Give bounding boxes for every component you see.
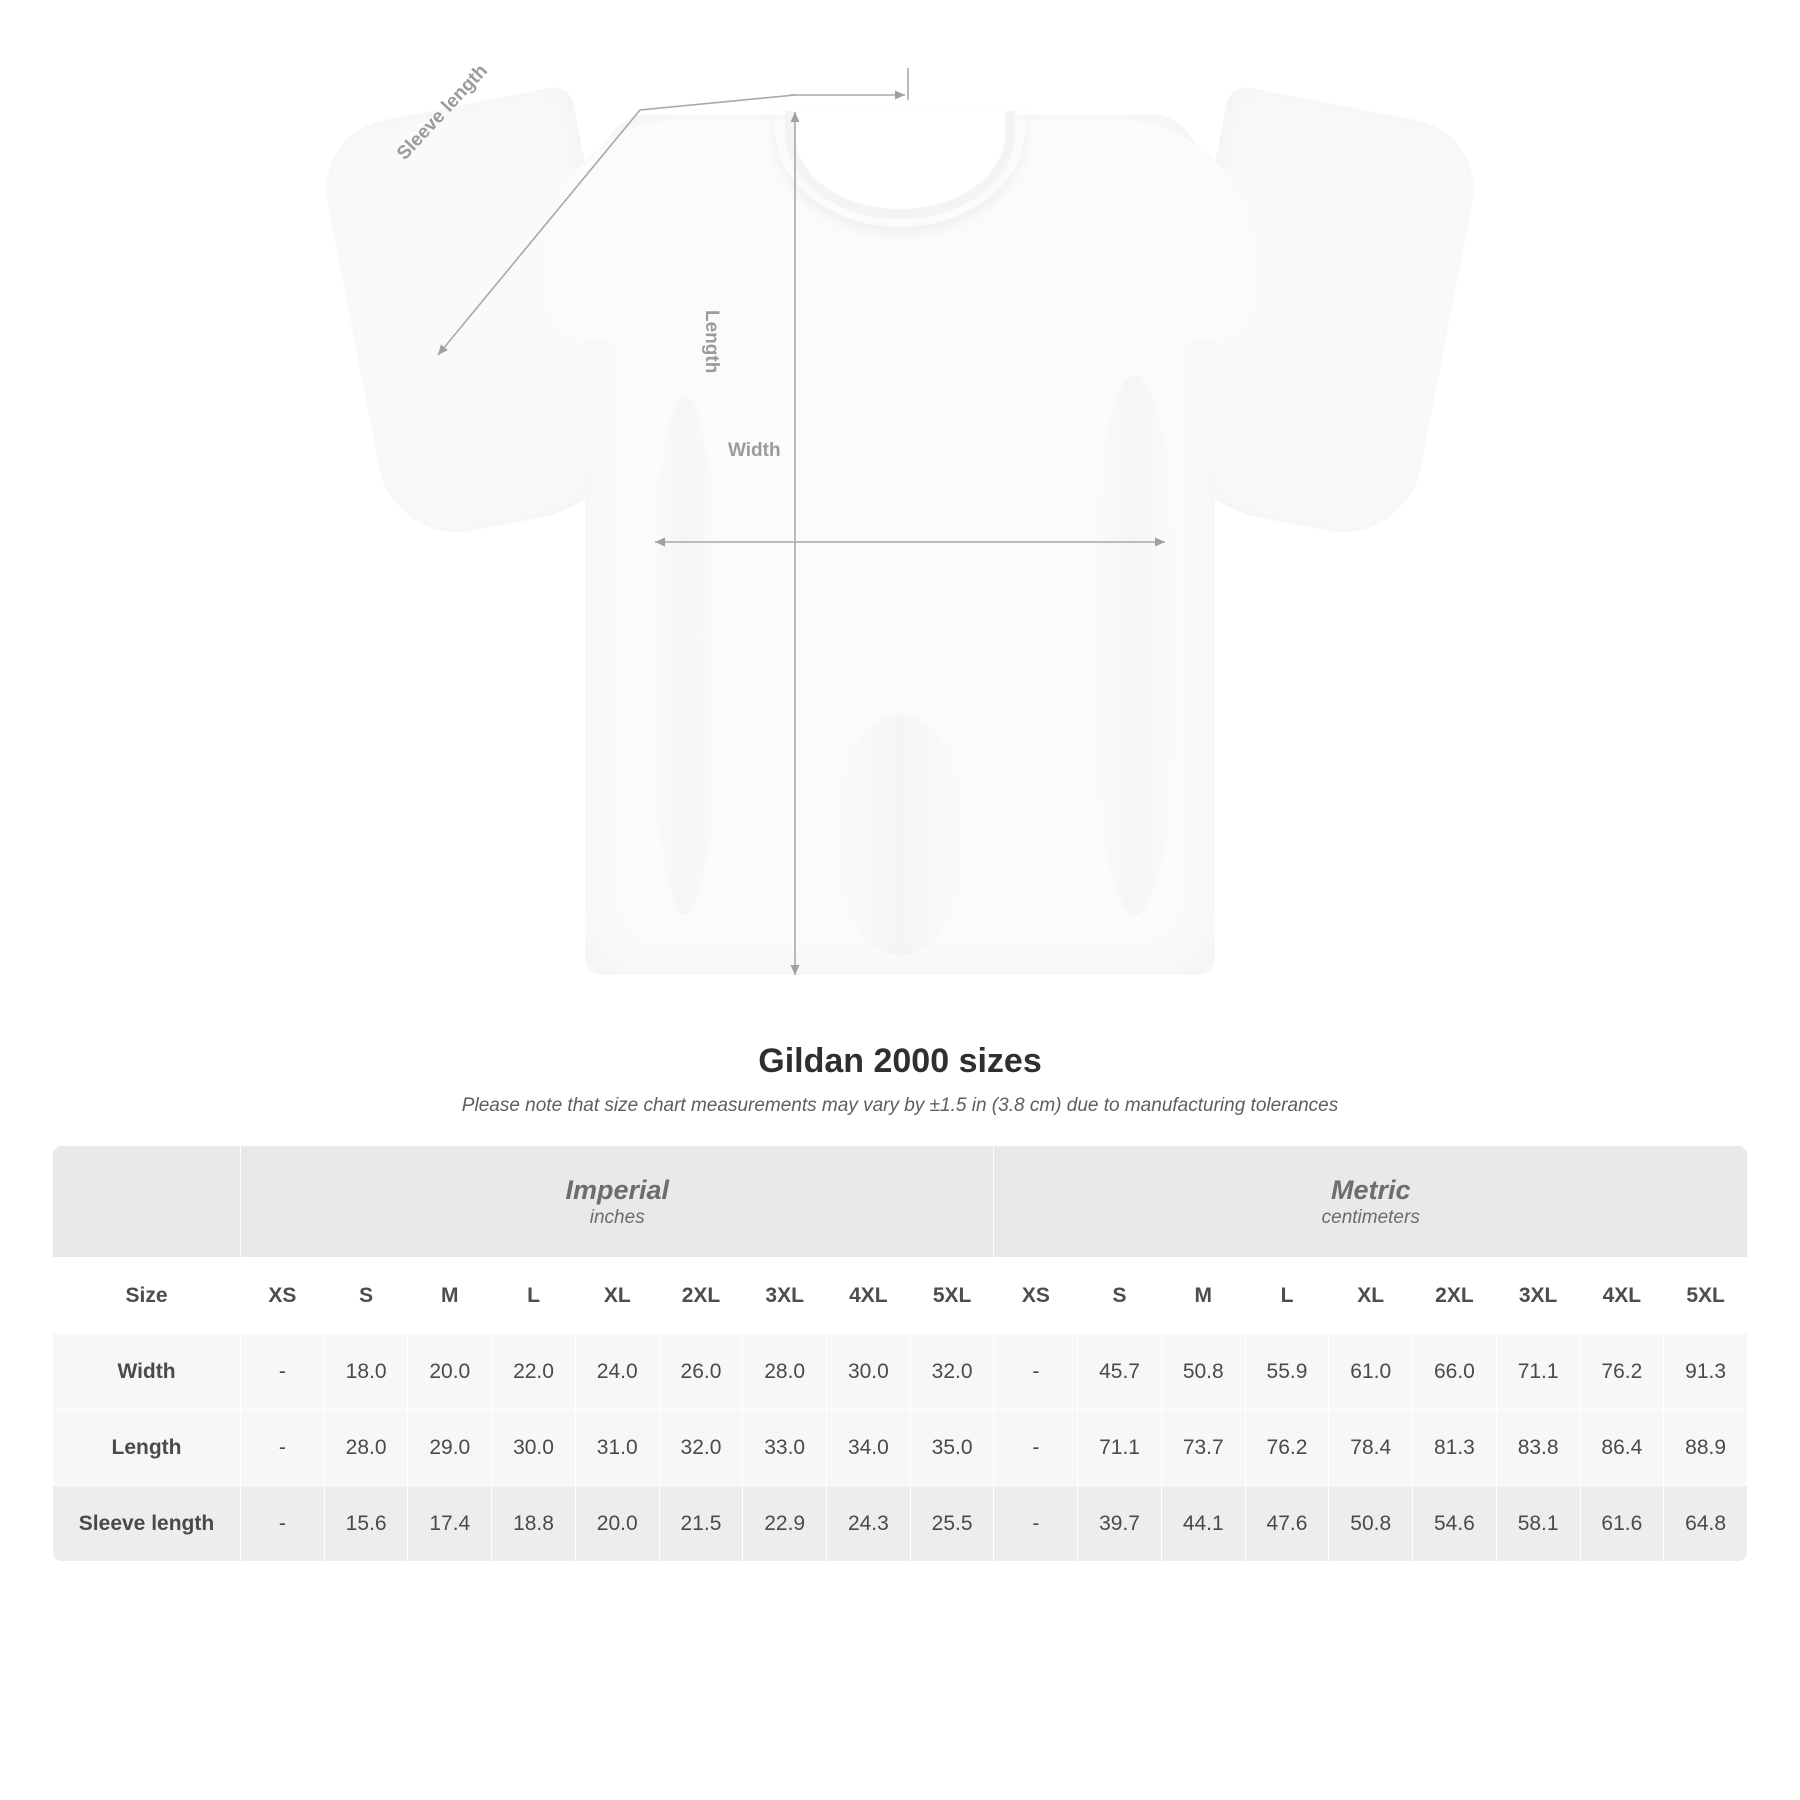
- width-label: Width: [728, 440, 781, 461]
- table-cell: 32.0: [659, 1410, 743, 1486]
- size-header-label: Size: [53, 1258, 241, 1334]
- size-column-header: S: [1078, 1258, 1162, 1334]
- table-row: [53, 1486, 1748, 1562]
- table-cell: 24.0: [575, 1334, 659, 1410]
- tshirt-fold: [830, 715, 970, 955]
- table-cell: -: [241, 1334, 325, 1410]
- size-column-header: 4XL: [1580, 1258, 1664, 1334]
- row-label: Sleeve length: [53, 1486, 241, 1562]
- table-cell: -: [241, 1410, 325, 1486]
- table-cell: 33.0: [743, 1410, 827, 1486]
- page-title: Gildan 2000 sizes: [758, 1042, 1042, 1080]
- size-column-header: XS: [241, 1258, 325, 1334]
- table-cell: 76.2: [1245, 1410, 1329, 1486]
- table-cell: 30.0: [827, 1334, 911, 1410]
- table-cell: 61.6: [1580, 1486, 1664, 1562]
- table-cell: 88.9: [1664, 1410, 1748, 1486]
- size-column-header: XL: [575, 1258, 659, 1334]
- table-cell: 22.0: [492, 1334, 576, 1410]
- table-row: [53, 1334, 1748, 1410]
- table-cell: 18.8: [492, 1486, 576, 1562]
- table-cell: 81.3: [1413, 1410, 1497, 1486]
- unit-group-row: [53, 1146, 1748, 1258]
- table-cell: 18.0: [324, 1334, 408, 1410]
- table-cell: -: [241, 1486, 325, 1562]
- table-cell: 29.0: [408, 1410, 492, 1486]
- unit-group-imperial: [241, 1146, 994, 1258]
- table-cell: 28.0: [324, 1410, 408, 1486]
- size-column-header: 4XL: [827, 1258, 911, 1334]
- table-cell: 71.1: [1078, 1410, 1162, 1486]
- size-header-row: [53, 1258, 1748, 1334]
- table-cell: 71.1: [1496, 1334, 1580, 1410]
- table-cell: 76.2: [1580, 1334, 1664, 1410]
- size-chart-header: [0, 1042, 1800, 1117]
- table-cell: 86.4: [1580, 1410, 1664, 1486]
- table-cell: 83.8: [1496, 1410, 1580, 1486]
- table-cell: 45.7: [1078, 1334, 1162, 1410]
- table-cell: 50.8: [1161, 1334, 1245, 1410]
- table-cell: 35.0: [910, 1410, 994, 1486]
- table-cell: 58.1: [1496, 1486, 1580, 1562]
- table-cell: -: [994, 1334, 1078, 1410]
- table-cell: -: [994, 1486, 1078, 1562]
- row-label: Length: [53, 1410, 241, 1486]
- table-cell: 66.0: [1413, 1334, 1497, 1410]
- unit-group-imperial-name: Imperial: [565, 1174, 669, 1205]
- table-cell: 21.5: [659, 1486, 743, 1562]
- table-cell: -: [994, 1410, 1078, 1486]
- tolerance-note: Please note that size chart measurements may vary by ±1.5 in (3.8 cm) due to manufacturing tolerances: [461, 1095, 1339, 1116]
- table-cell: 73.7: [1161, 1410, 1245, 1486]
- table-cell: 61.0: [1329, 1334, 1413, 1410]
- size-column-header: 5XL: [910, 1258, 994, 1334]
- table-cell: 50.8: [1329, 1486, 1413, 1562]
- size-column-header: XS: [994, 1258, 1078, 1334]
- tshirt-fold: [650, 395, 720, 915]
- row-label: Width: [53, 1334, 241, 1410]
- table-cell: 26.0: [659, 1334, 743, 1410]
- table-row: [53, 1410, 1748, 1486]
- length-label: Length: [701, 310, 722, 374]
- size-column-header: 3XL: [743, 1258, 827, 1334]
- unit-group-metric-unit: centimeters: [1321, 1207, 1420, 1229]
- table-cell: 78.4: [1329, 1410, 1413, 1486]
- size-column-header: XL: [1329, 1258, 1413, 1334]
- size-column-header: 2XL: [659, 1258, 743, 1334]
- size-column-header: M: [408, 1258, 492, 1334]
- table-cell: 22.9: [743, 1486, 827, 1562]
- table-cell: 20.0: [575, 1486, 659, 1562]
- size-chart-table: [52, 1145, 1748, 1562]
- table-cell: 47.6: [1245, 1486, 1329, 1562]
- table-cell: 91.3: [1664, 1334, 1748, 1410]
- table-cell: 64.8: [1664, 1486, 1748, 1562]
- table-cell: 39.7: [1078, 1486, 1162, 1562]
- table-cell: 20.0: [408, 1334, 492, 1410]
- table-cell: 17.4: [408, 1486, 492, 1562]
- table-cell: 54.6: [1413, 1486, 1497, 1562]
- table-cell: 55.9: [1245, 1334, 1329, 1410]
- sleeve-length-label: Sleeve length: [393, 60, 492, 165]
- unit-group-metric: [994, 1146, 1748, 1258]
- table-cell: 28.0: [743, 1334, 827, 1410]
- size-column-header: L: [492, 1258, 576, 1334]
- tshirt-graphic: [400, 95, 1400, 975]
- table-cell: 24.3: [827, 1486, 911, 1562]
- table-cell: 15.6: [324, 1486, 408, 1562]
- table-cell: 44.1: [1161, 1486, 1245, 1562]
- tshirt-fold: [1090, 375, 1180, 915]
- size-column-header: M: [1161, 1258, 1245, 1334]
- table-cell: 25.5: [910, 1486, 994, 1562]
- table-cell: 34.0: [827, 1410, 911, 1486]
- size-column-header: 3XL: [1496, 1258, 1580, 1334]
- table-cell: 31.0: [575, 1410, 659, 1486]
- unit-group-imperial-unit: inches: [589, 1207, 645, 1229]
- table-cell: 32.0: [910, 1334, 994, 1410]
- size-column-header: L: [1245, 1258, 1329, 1334]
- size-column-header: S: [324, 1258, 408, 1334]
- size-chart-table-wrap: [52, 1145, 1748, 1562]
- unit-group-metric-name: Metric: [1330, 1174, 1411, 1205]
- size-column-header: 2XL: [1413, 1258, 1497, 1334]
- unit-group-spacer: [53, 1146, 241, 1258]
- table-cell: 30.0: [492, 1410, 576, 1486]
- size-column-header: 5XL: [1664, 1258, 1748, 1334]
